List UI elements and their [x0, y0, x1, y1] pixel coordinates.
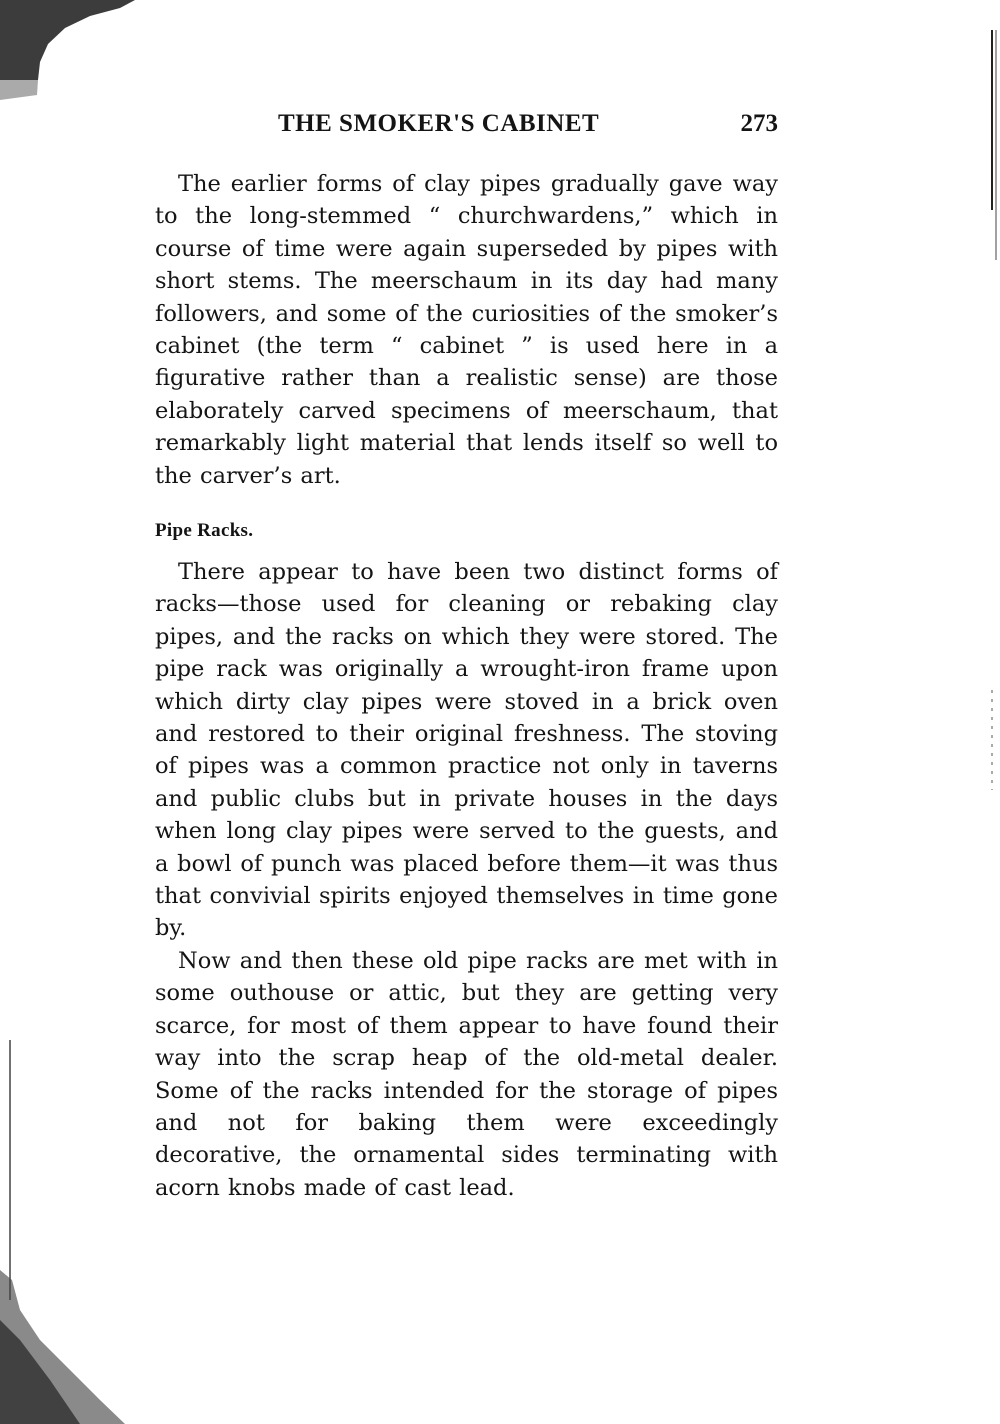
section-heading: Pipe Racks. — [155, 520, 254, 541]
section-heading-block — [155, 520, 778, 542]
page-header — [278, 110, 778, 146]
scan-edge-right — [988, 30, 1000, 790]
scan-edge-left — [6, 1040, 16, 1300]
paragraph: There appear to have been two distinct forms of racks—those used for cleaning or rebaking clay pipes, and the racks on which they were stored. The pipe rack was originally a wrought-iron frame upon which dirty clay pipes were stoved in a brick oven and restored to their original freshness. The stoving of pipes was a common practice not only in taverns and public clubs but in private houses in the days when long clay pipes were served to the guests, and a bowl of punch was placed before them—it was thus that convivial spirits enjoyed themselves in time gone by. — [155, 559, 778, 942]
page-number: 273 — [740, 110, 778, 137]
paragraph-block-2 — [155, 556, 778, 945]
scan-shadow-bottom-left — [0, 1240, 130, 1424]
paragraph: Now and then these old pipe racks are met with in some outhouse or attic, but they are getting very scarce, for most of them appear to have found their way into the scrap heap of the old-metal dealer. Some of the racks intended for the storage of pipes and not for baking them were exceedingly decorative, the ornamental sides terminating with acorn knobs made of cast lead. — [155, 948, 778, 1201]
paragraph-block-1 — [155, 168, 778, 492]
running-head: THE SMOKER'S CABINET — [278, 110, 600, 137]
scan-shadow-top-left — [0, 0, 140, 110]
paragraph: The earlier forms of clay pipes gradually gave way to the long-stemmed “ churchwardens,” which in course of time were again superseded by pipes with short stems. The meerschaum in its day had many followers, and some of the curiosities of the smoker’s cabinet (the term “ cabinet ” is used here in a figurative rather than a realistic sense) are those elaborately carved specimens of meerschaum, that remarkably light material that lends itself so well to the carver’s art. — [155, 171, 778, 489]
paragraph-block-3 — [155, 945, 778, 1204]
